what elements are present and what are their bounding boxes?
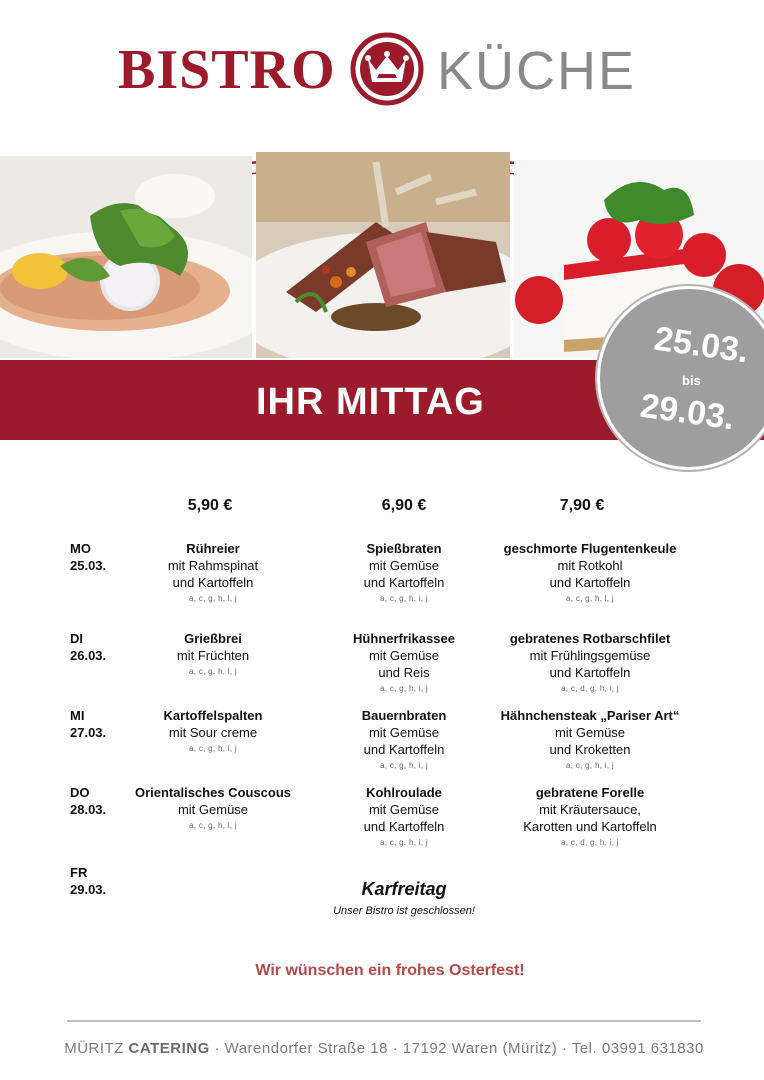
dish-line: mit Gemüse <box>368 802 440 817</box>
dish-line: mit Gemüse <box>368 558 440 573</box>
dish-name: Grießbrei <box>184 631 242 646</box>
allergens: a, c, g, h, l, j <box>566 594 614 603</box>
day-label: MI 27.03. <box>70 708 107 740</box>
brand-right: KÜCHE <box>437 41 637 101</box>
dish-line: mit Früchten <box>176 648 250 663</box>
dish-name: geschmorte Flugentenkeule <box>503 541 677 556</box>
dish-name: gebratene Forelle <box>535 785 645 800</box>
brand-left: BISTRO <box>118 39 336 101</box>
dish-line: mit Sour creme <box>168 725 258 740</box>
dish-line: und Reis <box>378 665 430 680</box>
dish-line: mit Gemüse <box>368 725 440 740</box>
dish-line: Karotten und Kartoffeln <box>523 819 657 834</box>
allergens: a, c, g, h, i, j <box>380 684 428 693</box>
allergens: a, c, g, h, i, j <box>380 594 428 603</box>
dish-name: Kartoffelspalten <box>163 708 263 723</box>
greeting-text: Wir wünschen ein frohes Osterfest! <box>255 962 525 979</box>
menu-cell <box>470 707 710 772</box>
holiday-title: Karfreitag <box>361 879 447 899</box>
holiday-note: Unser Bistro ist geschlossen! <box>333 905 475 917</box>
menu-cell <box>470 630 710 695</box>
dish-line: mit Rotkohl <box>557 558 623 573</box>
dish-name: Hühnerfrikassee <box>353 631 455 646</box>
dish-line: und Kartoffeln <box>549 575 631 590</box>
menu-cell <box>470 784 710 849</box>
allergens: a, c, g, h, l, j <box>189 667 237 676</box>
date-from: 25.03. <box>651 319 751 371</box>
date-to: 29.03. <box>637 386 737 438</box>
dish-line: mit Gemüse <box>177 802 249 817</box>
dish-line: mit Rahmspinat <box>167 558 259 573</box>
footer <box>0 1040 764 1057</box>
page-title: IHR MITTAG <box>256 381 485 423</box>
day-label: MO 25.03. <box>70 541 107 573</box>
dish-line: mit Gemüse <box>368 648 440 663</box>
food-photo-lamb <box>256 152 510 358</box>
allergens: a, c, g, h, i, j <box>380 838 428 847</box>
allergens: a, c, d, g, h, i, j <box>561 684 619 693</box>
footer-company-prefix: MÜRITZ <box>64 1040 124 1057</box>
allergens: a, c, d, g, h, i, j <box>561 838 619 847</box>
dish-name: Rühreier <box>186 541 240 556</box>
price-column-2: 6,90 € <box>381 497 427 514</box>
dish-name: gebratenes Rotbarschfilet <box>509 631 671 646</box>
allergens: a, c, g, h, i, j <box>189 744 237 753</box>
footer-divider <box>67 1020 701 1022</box>
dish-line: mit Gemüse <box>554 725 626 740</box>
dish-line: mit Frühlingsgemüse <box>529 648 651 663</box>
dish-line: und Kartoffeln <box>363 819 445 834</box>
dish-name: Orientalisches Couscous <box>134 785 292 800</box>
menu-cell <box>470 540 710 605</box>
dish-name: Bauernbraten <box>361 708 447 723</box>
footer-company-bold: CATERING <box>128 1040 210 1057</box>
food-photo-salad <box>0 156 252 362</box>
dish-line: und Kartoffeln <box>172 575 254 590</box>
day-label: DI 26.03. <box>70 631 107 663</box>
date-range-badge <box>597 286 764 470</box>
footer-address: · Warendorfer Straße 18 · 17192 Waren (Müritz) · Tel. 03991 631830 <box>214 1040 704 1057</box>
logo <box>0 30 764 110</box>
dish-name: Spießbraten <box>366 541 442 556</box>
dish-name: Hähnchensteak „Pariser Art“ <box>500 708 680 723</box>
allergens: a, c, g, h, l, j <box>189 594 237 603</box>
allergens: a, c, g, h, i, j <box>380 761 428 770</box>
dish-name: Kohlroulade <box>366 785 442 800</box>
holiday-notice <box>254 878 554 917</box>
price-column-3: 7,90 € <box>559 497 605 514</box>
day-label: DO 28.03. <box>70 785 107 817</box>
price-column-1: 5,90 € <box>187 497 233 514</box>
crown-logo-icon <box>350 32 424 106</box>
allergens: a, c, g, h, i, j <box>189 821 237 830</box>
allergens: a, c, g, h, i, j <box>566 761 614 770</box>
dish-line: und Kartoffeln <box>363 575 445 590</box>
dish-line: mit Kräutersauce, <box>539 802 641 817</box>
date-separator: bis <box>682 373 701 388</box>
dish-line: und Kartoffeln <box>363 742 445 757</box>
day-label: FR 29.03. <box>70 865 107 897</box>
dish-line: und Kartoffeln <box>549 665 631 680</box>
dish-line: und Kroketten <box>549 742 631 757</box>
